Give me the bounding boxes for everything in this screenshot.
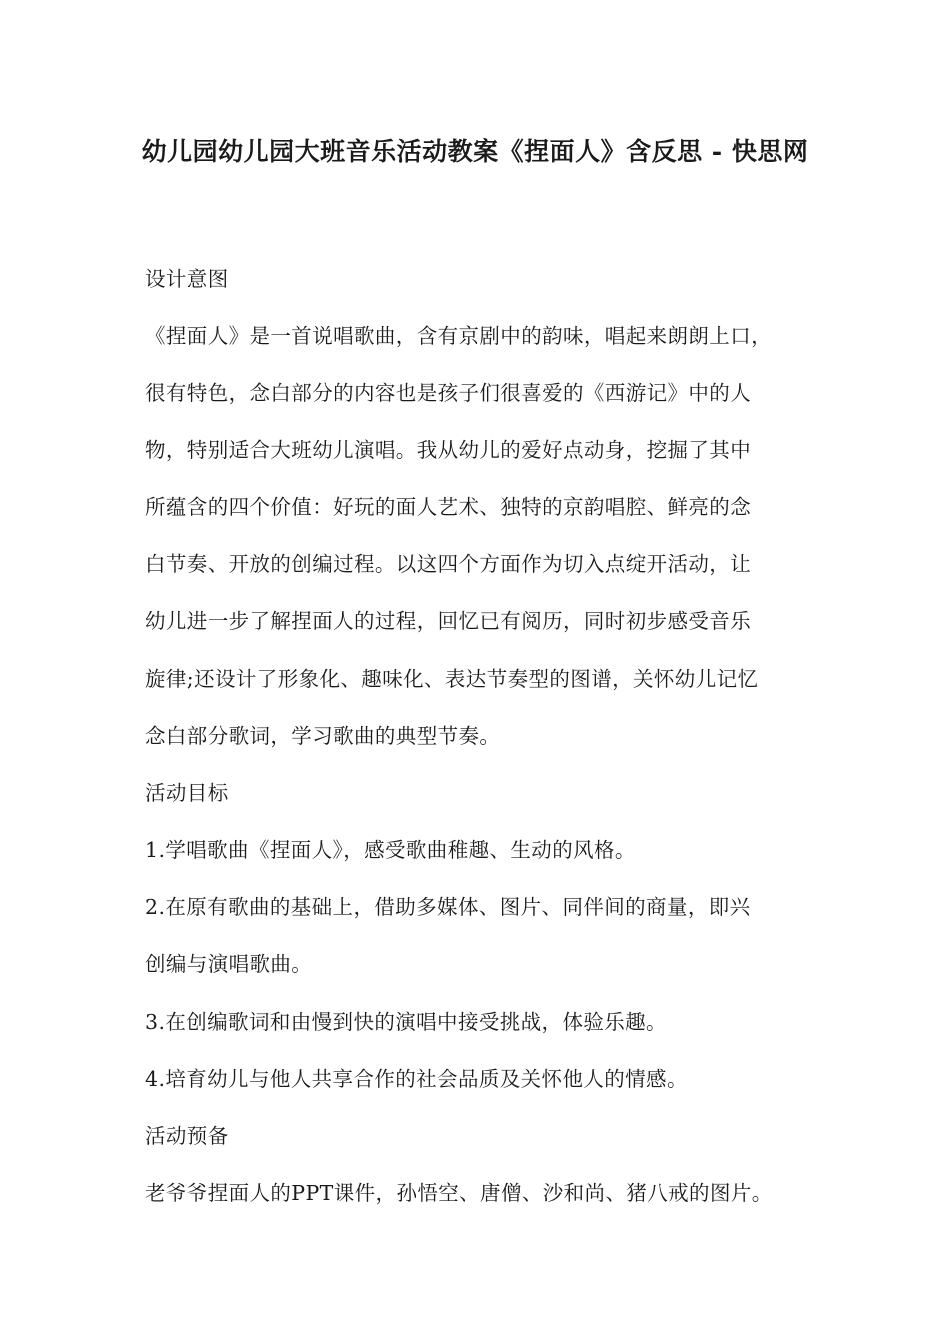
heading-activity-goals: 活动目标 [145,781,229,805]
document-title: 幼儿园幼儿园大班音乐活动教案《捏面人》含反思 - 快思网 [141,137,809,166]
paragraph-line: 旋律;还设计了形象化、趣味化、表达节奏型的图谱，关怀幼儿记忆 [145,667,759,691]
heading-activity-preparation: 活动预备 [145,1124,229,1148]
goal-item-2-continued: 创编与演唱歌曲。 [145,952,313,976]
goal-item-2: 2.在原有歌曲的基础上，借助多媒体、图片、同伴间的商量，即兴 [145,895,751,919]
paragraph-line: 念白部分歌词，学习歌曲的典型节奏。 [145,724,501,748]
paragraph-line: 很有特色，念白部分的内容也是孩子们很喜爱的《西游记》中的人 [145,381,752,405]
preparation-text: 老爷爷捏面人的PPT课件，孙悟空、唐僧、沙和尚、猪八戒的图片。 [145,1181,773,1205]
paragraph-line: 幼儿进一步了解捏面人的过程，回忆已有阅历，同时初步感受音乐 [145,609,752,633]
goal-item-4: 4.培育幼儿与他人共享合作的社会品质及关怀他人的情感。 [145,1067,688,1091]
paragraph-line: 《捏面人》是一首说唱歌曲，含有京剧中的韵味，唱起来朗朗上口， [145,324,772,348]
paragraph-line: 物，特别适合大班幼儿演唱。我从幼儿的爱好点动身，挖掘了其中 [145,438,752,462]
goal-item-3: 3.在创编歌词和由慢到快的演唱中接受挑战，体验乐趣。 [145,1010,667,1034]
goal-item-1: 1.学唱歌曲《捏面人》，感受歌曲稚趣、生动的风格。 [145,838,636,862]
paragraph-line: 白节奏、开放的创编过程。以这四个方面作为切入点绽开活动，让 [145,552,752,576]
paragraph-line: 所蕴含的四个价值：好玩的面人艺术、独特的京韵唱腔、鲜亮的念 [145,495,752,519]
heading-design-intent: 设计意图 [145,267,229,291]
